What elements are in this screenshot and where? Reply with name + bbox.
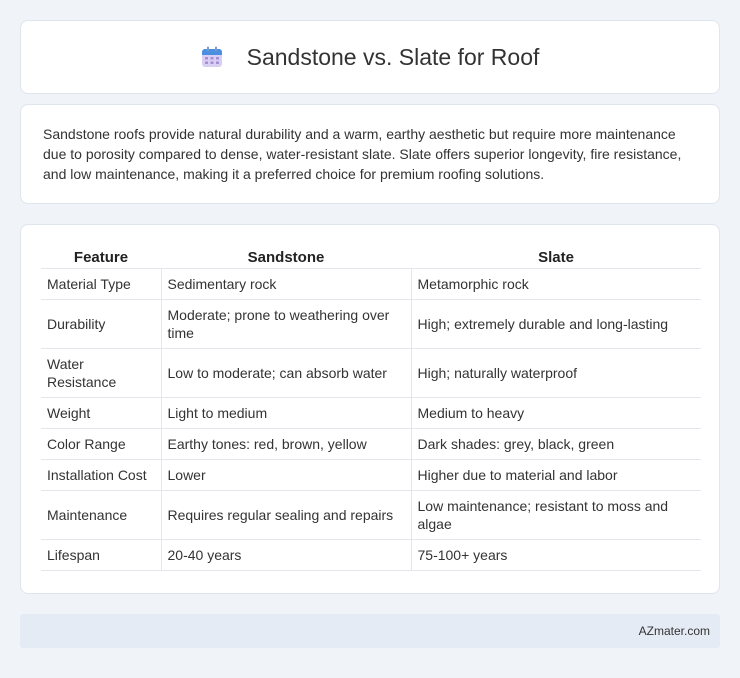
feature-cell: Lifespan bbox=[41, 540, 161, 571]
slate-cell: Medium to heavy bbox=[411, 398, 701, 429]
sandstone-cell: Low to moderate; can absorb water bbox=[161, 349, 411, 398]
sandstone-cell: Requires regular sealing and repairs bbox=[161, 491, 411, 540]
column-header-sandstone: Sandstone bbox=[161, 245, 411, 269]
column-header-slate: Slate bbox=[411, 245, 701, 269]
sandstone-cell: Earthy tones: red, brown, yellow bbox=[161, 429, 411, 460]
slate-cell: High; extremely durable and long-lasting bbox=[411, 300, 701, 349]
feature-cell: Durability bbox=[41, 300, 161, 349]
slate-cell: Low maintenance; resistant to moss and algae bbox=[411, 491, 701, 540]
table-row bbox=[41, 269, 701, 300]
feature-cell: Water Resistance bbox=[41, 349, 161, 398]
comparison-table bbox=[41, 245, 701, 571]
sandstone-cell: Sedimentary rock bbox=[161, 269, 411, 300]
site-credit-link[interactable]: AZmater.com bbox=[638, 624, 710, 638]
table-row bbox=[41, 491, 701, 540]
sandstone-cell: 20-40 years bbox=[161, 540, 411, 571]
slate-cell: Dark shades: grey, black, green bbox=[411, 429, 701, 460]
feature-cell: Color Range bbox=[41, 429, 161, 460]
summary-text: Sandstone roofs provide natural durability and a warm, earthy aesthetic but require more maintenance due to porosity compared to dense, water-resistant slate. Slate offers superior longevity, fire resistance, and low maintenance, making it a preferred choice for premium roofing solutions. bbox=[43, 126, 682, 182]
slate-cell: High; naturally waterproof bbox=[411, 349, 701, 398]
table-header-row bbox=[41, 245, 701, 269]
slate-cell: 75-100+ years bbox=[411, 540, 701, 571]
feature-cell: Installation Cost bbox=[41, 460, 161, 491]
table-row bbox=[41, 300, 701, 349]
feature-cell: Maintenance bbox=[41, 491, 161, 540]
calendar-icon bbox=[201, 46, 223, 68]
table-row bbox=[41, 398, 701, 429]
sandstone-cell: Light to medium bbox=[161, 398, 411, 429]
page-title: Sandstone vs. Slate for Roof bbox=[246, 43, 540, 70]
table-row bbox=[41, 429, 701, 460]
feature-cell: Weight bbox=[41, 398, 161, 429]
sandstone-cell: Moderate; prone to weathering over time bbox=[161, 300, 411, 349]
summary-card bbox=[20, 104, 720, 204]
table-row bbox=[41, 460, 701, 491]
footer-bar bbox=[20, 614, 720, 648]
sandstone-cell: Lower bbox=[161, 460, 411, 491]
slate-cell: Metamorphic rock bbox=[411, 269, 701, 300]
comparison-card bbox=[20, 224, 720, 594]
table-row bbox=[41, 540, 701, 571]
title-card bbox=[20, 20, 720, 94]
slate-cell: Higher due to material and labor bbox=[411, 460, 701, 491]
table-row bbox=[41, 349, 701, 398]
column-header-feature: Feature bbox=[41, 245, 161, 269]
feature-cell: Material Type bbox=[41, 269, 161, 300]
